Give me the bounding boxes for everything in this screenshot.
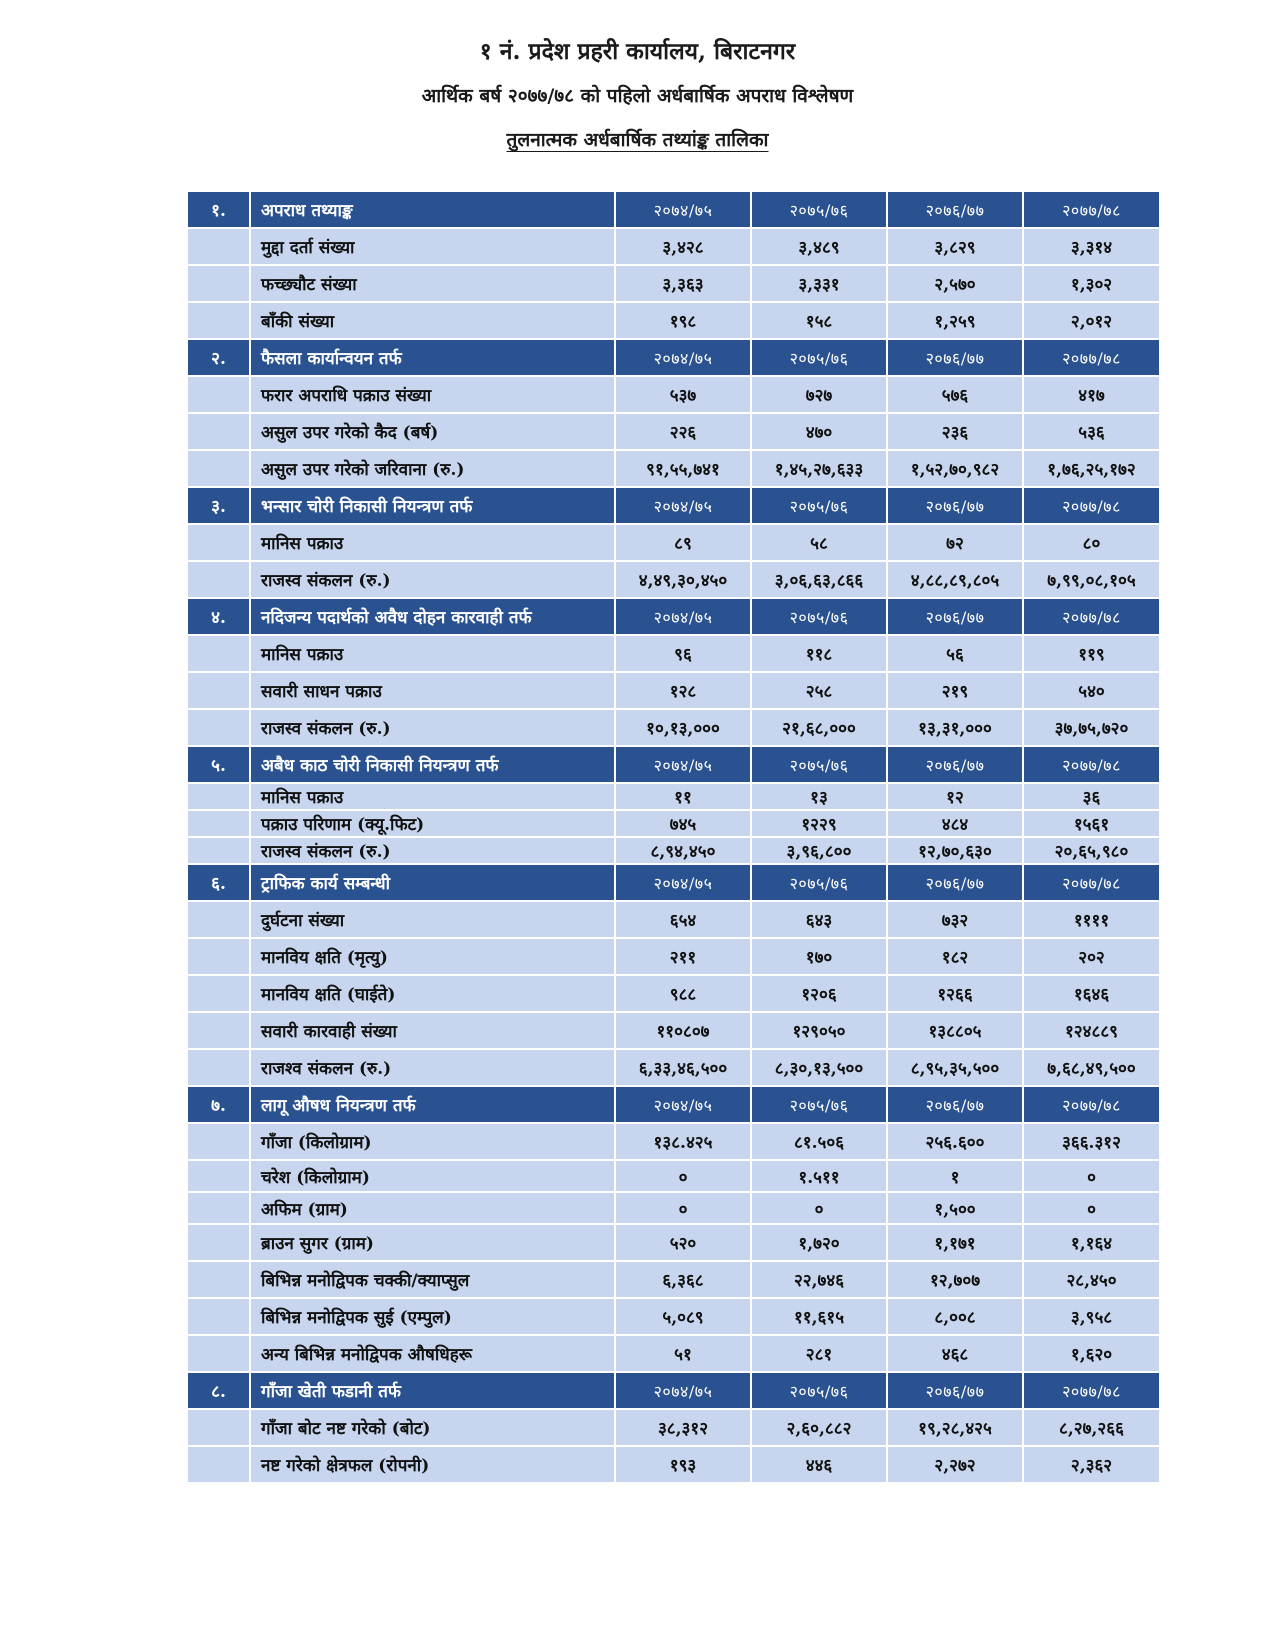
row-label: सवारी साधन पक्राउ [251,673,616,710]
value-cell: १२०६ [752,976,888,1013]
empty-cell [188,451,251,488]
value-cell: ३,३३१ [752,266,888,303]
fiscal-year-header: २०७७/७८ [1024,599,1161,636]
value-cell: ५१ [616,1336,752,1373]
value-cell: ७,६८,४९,५०० [1024,1050,1161,1087]
section-title: गाँजा खेती फडानी तर्फ [251,1373,616,1410]
empty-cell [188,976,251,1013]
value-cell: ८१.५०६ [752,1124,888,1161]
value-cell: २,२७२ [888,1447,1024,1484]
table-row [188,673,1161,710]
fiscal-year-header: २०७६/७७ [888,1087,1024,1124]
empty-cell [188,1225,251,1262]
row-label: पक्राउ परिणाम (क्यू.फिट) [251,811,616,838]
section-number: ५. [188,747,251,784]
section-title: लागू औषध नियन्त्रण तर्फ [251,1087,616,1124]
value-cell: ११११ [1024,902,1161,939]
value-cell: १,५०० [888,1193,1024,1225]
value-cell: १,७२० [752,1225,888,1262]
value-cell: ४४६ [752,1447,888,1484]
value-cell: २१,६८,००० [752,710,888,747]
empty-cell [188,1336,251,1373]
table-row [188,1013,1161,1050]
value-cell: ४,८८,८९,८०५ [888,562,1024,599]
table-row [188,303,1161,340]
section-title: ट्राफिक कार्य सम्बन्धी [251,865,616,902]
value-cell: ० [752,1193,888,1225]
value-cell: १२,७०७ [888,1262,1024,1299]
comparative-statistics-table [188,192,1161,1484]
row-label: फरार अपराधि पक्राउ संख्या [251,377,616,414]
table-row [188,976,1161,1013]
empty-cell [188,1161,251,1193]
value-cell: ९१,५५,७४१ [616,451,752,488]
row-label: चरेश (किलोग्राम) [251,1161,616,1193]
row-label: दुर्घटना संख्या [251,902,616,939]
fiscal-year-header: २०७४/७५ [616,192,752,229]
table-row [188,377,1161,414]
empty-cell [188,1262,251,1299]
value-cell: ८,९५,३५,५०० [888,1050,1024,1087]
value-cell: ३,९६,८०० [752,838,888,865]
office-title: १ नं. प्रदेश प्रहरी कार्यालय, बिराटनगर [479,38,796,65]
row-label: अफिम (ग्राम) [251,1193,616,1225]
value-cell: २२,७४६ [752,1262,888,1299]
section-header-row [188,1373,1161,1410]
value-cell: ० [616,1193,752,1225]
value-cell: ७२ [888,525,1024,562]
value-cell: १,५२,७०,९८२ [888,451,1024,488]
empty-cell [188,811,251,838]
row-label: नष्ट गरेको क्षेत्रफल (रोपनी) [251,1447,616,1484]
value-cell: १,१६४ [1024,1225,1161,1262]
empty-cell [188,377,251,414]
section-title: अपराध तथ्याङ्क [251,192,616,229]
row-label: मुद्दा दर्ता संख्या [251,229,616,266]
value-cell: ३७,७५,७२० [1024,710,1161,747]
value-cell: ५४० [1024,673,1161,710]
value-cell: ९६ [616,636,752,673]
value-cell: १३,३१,००० [888,710,1024,747]
table-row [188,414,1161,451]
value-cell: १२८ [616,673,752,710]
fiscal-year-header: २०७४/७५ [616,488,752,525]
empty-cell [188,636,251,673]
table-row [188,1193,1161,1225]
value-cell: ७४५ [616,811,752,838]
value-cell: ११,६१५ [752,1299,888,1336]
fiscal-year-header: २०७६/७७ [888,192,1024,229]
section-number: ८. [188,1373,251,1410]
value-cell: १६४६ [1024,976,1161,1013]
value-cell: १०,१३,००० [616,710,752,747]
row-label: गाँजा (किलोग्राम) [251,1124,616,1161]
value-cell: १३८८०५ [888,1013,1024,1050]
value-cell: २८,४५० [1024,1262,1161,1299]
section-title: भन्सार चोरी निकासी नियन्त्रण तर्फ [251,488,616,525]
value-cell: १३८.४२५ [616,1124,752,1161]
fiscal-year-header: २०७५/७६ [752,1087,888,1124]
row-label: राजस्व संकलन (रु.) [251,838,616,865]
row-label: असुल उपर गरेको कैद (बर्ष) [251,414,616,451]
fiscal-year-header: २०७५/७६ [752,865,888,902]
value-cell: २,६०,८८२ [752,1410,888,1447]
value-cell: २५६.६०० [888,1124,1024,1161]
value-cell: १८२ [888,939,1024,976]
table-row [188,1336,1161,1373]
table-row [188,710,1161,747]
empty-cell [188,1447,251,1484]
value-cell: १२ [888,784,1024,811]
value-cell: २१९ [888,673,1024,710]
fiscal-year-header: २०७७/७८ [1024,192,1161,229]
fiscal-year-header: २०७४/७५ [616,865,752,902]
empty-cell [188,1124,251,1161]
table-row [188,1447,1161,1484]
section-title: फैसला कार्यान्वयन तर्फ [251,340,616,377]
row-label: राजश्व संकलन (रु.) [251,1050,616,1087]
empty-cell [188,1193,251,1225]
table-row [188,451,1161,488]
section-number: ४. [188,599,251,636]
value-cell: १७० [752,939,888,976]
value-cell: ३६६.३१२ [1024,1124,1161,1161]
value-cell: १,६२० [1024,1336,1161,1373]
document-header [0,30,1275,162]
fiscal-year-header: २०७६/७७ [888,747,1024,784]
empty-cell [188,1410,251,1447]
value-cell: १,१७१ [888,1225,1024,1262]
value-cell: १,७६,२५,१७२ [1024,451,1161,488]
value-cell: ६,३६८ [616,1262,752,1299]
value-cell: ८९ [616,525,752,562]
value-cell: १२४८८९ [1024,1013,1161,1050]
fiscal-year-header: २०७५/७६ [752,1373,888,1410]
empty-cell [188,414,251,451]
value-cell: ७२७ [752,377,888,414]
section-header-row [188,599,1161,636]
section-title: अबैध काठ चोरी निकासी नियन्त्रण तर्फ [251,747,616,784]
value-cell: १३ [752,784,888,811]
value-cell: ६,३३,४६,५०० [616,1050,752,1087]
value-cell: ५३७ [616,377,752,414]
value-cell: १९८ [616,303,752,340]
fiscal-year-header: २०७४/७५ [616,599,752,636]
value-cell: १.५११ [752,1161,888,1193]
value-cell: ३,४२८ [616,229,752,266]
value-cell: ६५४ [616,902,752,939]
value-cell: ११९ [1024,636,1161,673]
value-cell: १ [888,1161,1024,1193]
value-cell: ३८,३१२ [616,1410,752,1447]
fiscal-year-header: २०७६/७७ [888,340,1024,377]
value-cell: ० [1024,1161,1161,1193]
value-cell: ८,९४,४५० [616,838,752,865]
fiscal-year-header: २०७६/७७ [888,488,1024,525]
value-cell: ५२० [616,1225,752,1262]
empty-cell [188,838,251,865]
value-cell: १९३ [616,1447,752,1484]
empty-cell [188,710,251,747]
row-label: राजस्व संकलन (रु.) [251,710,616,747]
value-cell: ७,९९,०८,१०५ [1024,562,1161,599]
row-label: मानिस पक्राउ [251,784,616,811]
fiscal-year-header: २०७५/७६ [752,747,888,784]
value-cell: २०२ [1024,939,1161,976]
section-header-row [188,192,1161,229]
fiscal-year-header: २०७७/७८ [1024,488,1161,525]
section-header-row [188,488,1161,525]
empty-cell [188,229,251,266]
empty-cell [188,266,251,303]
value-cell: ३,९५८ [1024,1299,1161,1336]
fiscal-year-header: २०७५/७६ [752,488,888,525]
value-cell: ५,०८९ [616,1299,752,1336]
empty-cell [188,1050,251,1087]
fiscal-year-header: २०७६/७७ [888,599,1024,636]
value-cell: ११ [616,784,752,811]
value-cell: ४,४९,३०,४५० [616,562,752,599]
table-row [188,1124,1161,1161]
value-cell: ३,३१४ [1024,229,1161,266]
row-label: बिभिन्न मनोद्विपक चक्की/क्याप्सुल [251,1262,616,1299]
value-cell: १,४५,२७,६३३ [752,451,888,488]
table-row [188,784,1161,811]
fiscal-year-header: २०७५/७६ [752,340,888,377]
section-number: २. [188,340,251,377]
section-header-row [188,747,1161,784]
fiscal-year-header: २०७५/७६ [752,192,888,229]
row-label: मानविय क्षति (मृत्यु) [251,939,616,976]
value-cell: ४६८ [888,1336,1024,1373]
value-cell: १२,७०,६३० [888,838,1024,865]
value-cell: ८,२७,२६६ [1024,1410,1161,1447]
table-row [188,939,1161,976]
row-label: फच्छ्यौट संख्या [251,266,616,303]
value-cell: १२६६ [888,976,1024,1013]
value-cell: १,२५९ [888,303,1024,340]
value-cell: ३,८२९ [888,229,1024,266]
value-cell: ० [616,1161,752,1193]
fiscal-year-header: २०७४/७५ [616,1373,752,1410]
value-cell: २२६ [616,414,752,451]
section-number: ३. [188,488,251,525]
section-number: ६. [188,865,251,902]
value-cell: १२२९ [752,811,888,838]
fiscal-year-header: २०७७/७८ [1024,1373,1161,1410]
table-row [188,229,1161,266]
row-label: बिभिन्न मनोद्विपक सुई (एम्पुल) [251,1299,616,1336]
table-row [188,266,1161,303]
value-cell: ० [1024,1193,1161,1225]
empty-cell [188,784,251,811]
fiscal-year-header: २०७४/७५ [616,1087,752,1124]
value-cell: ५७६ [888,377,1024,414]
empty-cell [188,673,251,710]
fiscal-year-header: २०७७/७८ [1024,340,1161,377]
value-cell: १,३०२ [1024,266,1161,303]
fiscal-year-header: २०७६/७७ [888,865,1024,902]
section-header-row [188,1087,1161,1124]
value-cell: २०,६५,९८० [1024,838,1161,865]
empty-cell [188,562,251,599]
row-label: बाँकी संख्या [251,303,616,340]
value-cell: २८१ [752,1336,888,1373]
report-subtitle: आर्थिक बर्ष २०७७/७८ को पहिलो अर्धबार्षिक अपराध विश्लेषण [421,85,854,107]
section-number: ७. [188,1087,251,1124]
value-cell: ९८८ [616,976,752,1013]
value-cell: १५६१ [1024,811,1161,838]
value-cell: ७३२ [888,902,1024,939]
value-cell: ६४३ [752,902,888,939]
value-cell: २,३६२ [1024,1447,1161,1484]
table-row [188,1299,1161,1336]
value-cell: ५८ [752,525,888,562]
value-cell: ८० [1024,525,1161,562]
fiscal-year-header: २०७७/७८ [1024,747,1161,784]
section-title: नदिजन्य पदार्थको अवैध दोहन कारवाही तर्फ [251,599,616,636]
value-cell: २३६ [888,414,1024,451]
empty-cell [188,939,251,976]
value-cell: ३६ [1024,784,1161,811]
table-row [188,636,1161,673]
row-label: मानविय क्षति (घाईते) [251,976,616,1013]
value-cell: २,०१२ [1024,303,1161,340]
table-row [188,811,1161,838]
value-cell: ८,००८ [888,1299,1024,1336]
row-label: सवारी कारवाही संख्या [251,1013,616,1050]
empty-cell [188,525,251,562]
row-label: असुल उपर गरेको जरिवाना (रु.) [251,451,616,488]
table-row [188,1262,1161,1299]
table-row [188,838,1161,865]
empty-cell [188,902,251,939]
value-cell: ४१७ [1024,377,1161,414]
value-cell: ४७० [752,414,888,451]
table-row [188,525,1161,562]
table-row [188,1050,1161,1087]
value-cell: ८,३०,१३,५०० [752,1050,888,1087]
table-row [188,1161,1161,1193]
value-cell: ३,४८९ [752,229,888,266]
value-cell: ३,३६३ [616,266,752,303]
value-cell: ११८ [752,636,888,673]
value-cell: ११०८०७ [616,1013,752,1050]
table-title: तुलनात्मक अर्धबार्षिक तथ्यांङ्क तालिका [506,129,769,151]
fiscal-year-header: २०७४/७५ [616,340,752,377]
empty-cell [188,1013,251,1050]
empty-cell [188,1299,251,1336]
fiscal-year-header: २०७६/७७ [888,1373,1024,1410]
fiscal-year-header: २०७४/७५ [616,747,752,784]
value-cell: १२९०५० [752,1013,888,1050]
row-label: मानिस पक्राउ [251,525,616,562]
value-cell: २११ [616,939,752,976]
row-label: गाँजा बोट नष्ट गरेको (बोट) [251,1410,616,1447]
section-number: १. [188,192,251,229]
fiscal-year-header: २०७७/७८ [1024,865,1161,902]
fiscal-year-header: २०७५/७६ [752,599,888,636]
empty-cell [188,303,251,340]
value-cell: २५८ [752,673,888,710]
value-cell: ५३६ [1024,414,1161,451]
section-header-row [188,340,1161,377]
value-cell: २,५७० [888,266,1024,303]
row-label: मानिस पक्राउ [251,636,616,673]
value-cell: १५८ [752,303,888,340]
table-row [188,902,1161,939]
row-label: अन्य बिभिन्न मनोद्विपक औषधिहरू [251,1336,616,1373]
value-cell: ३,०६,६३,८६६ [752,562,888,599]
fiscal-year-header: २०७७/७८ [1024,1087,1161,1124]
value-cell: ४८४ [888,811,1024,838]
section-header-row [188,865,1161,902]
value-cell: ५६ [888,636,1024,673]
table-row [188,562,1161,599]
row-label: ब्राउन सुगर (ग्राम) [251,1225,616,1262]
value-cell: १९,२८,४२५ [888,1410,1024,1447]
table-row [188,1410,1161,1447]
row-label: राजस्व संकलन (रु.) [251,562,616,599]
table-row [188,1225,1161,1262]
